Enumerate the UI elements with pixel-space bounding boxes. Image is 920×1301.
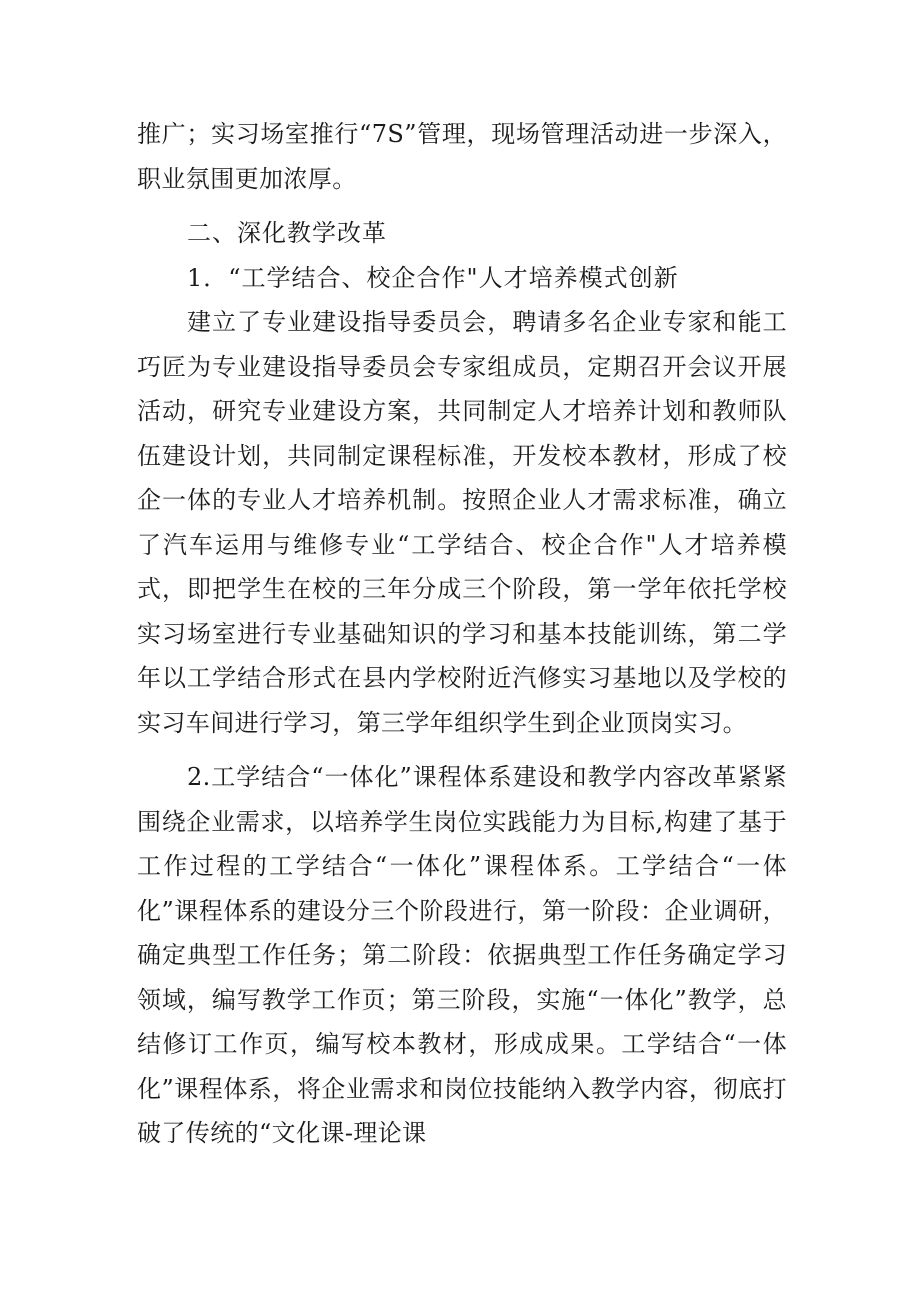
paragraph-curriculum: 2.工学结合“一体化”课程体系建设和教学内容改革紧紧围绕企业需求，以培养学生岗位实践能力为目标,构建了基于工作过程的工学结合“一体化”课程体系。工学结合“一体化”课程体系的建设分三个阶段进行，第一阶段：企业调研，确定典型工作任务；第二阶段：依据典型工作任务确定学习领域，编写教学工作页；第三阶段，实施“一体化”教学，总结修订工作页，编写校本教材，形成成果。工学结合“一体化”课程体系，将企业需求和岗位技能纳入教学内容，彻底打破了传统的“文化课-理论课 <box>137 763 787 1147</box>
spacer <box>137 201 787 211</box>
spacer <box>137 745 787 755</box>
subsection-heading: 1．“工学结合、校企合作"人才培养模式创新 <box>187 263 679 292</box>
section-heading: 二、深化教学改革 <box>187 219 387 247</box>
document-body <box>137 112 787 1156</box>
paragraph-continuation: 推广；实习场室推行“7S”管理，现场管理活动进一步深入，职业氛围更加浓厚。 <box>137 120 787 193</box>
paragraph-committee: 建立了专业建设指导委员会，聘请多名企业专家和能工巧匠为专业建设指导委员会专家组成员，定期召开会议开展活动，研究专业建设方案，共同制定人才培养计划和教师队伍建设计划，共同制定课程标准，开发校本教材，形成了校企一体的专业人才培养机制。按照企业人才需求标准，确立了汽车运用与维修专业“工学结合、校企合作"人才培养模式，即把学生在校的三年分成三个阶段，第一学年依托学校实习场室进行专业基础知识的学习和基本技能训练，第二学年以工学结合形式在县内学校附近汽修实习基地以及学校的实习车间进行学习，第三学年组织学生到企业顶岗实习。 <box>137 308 787 737</box>
